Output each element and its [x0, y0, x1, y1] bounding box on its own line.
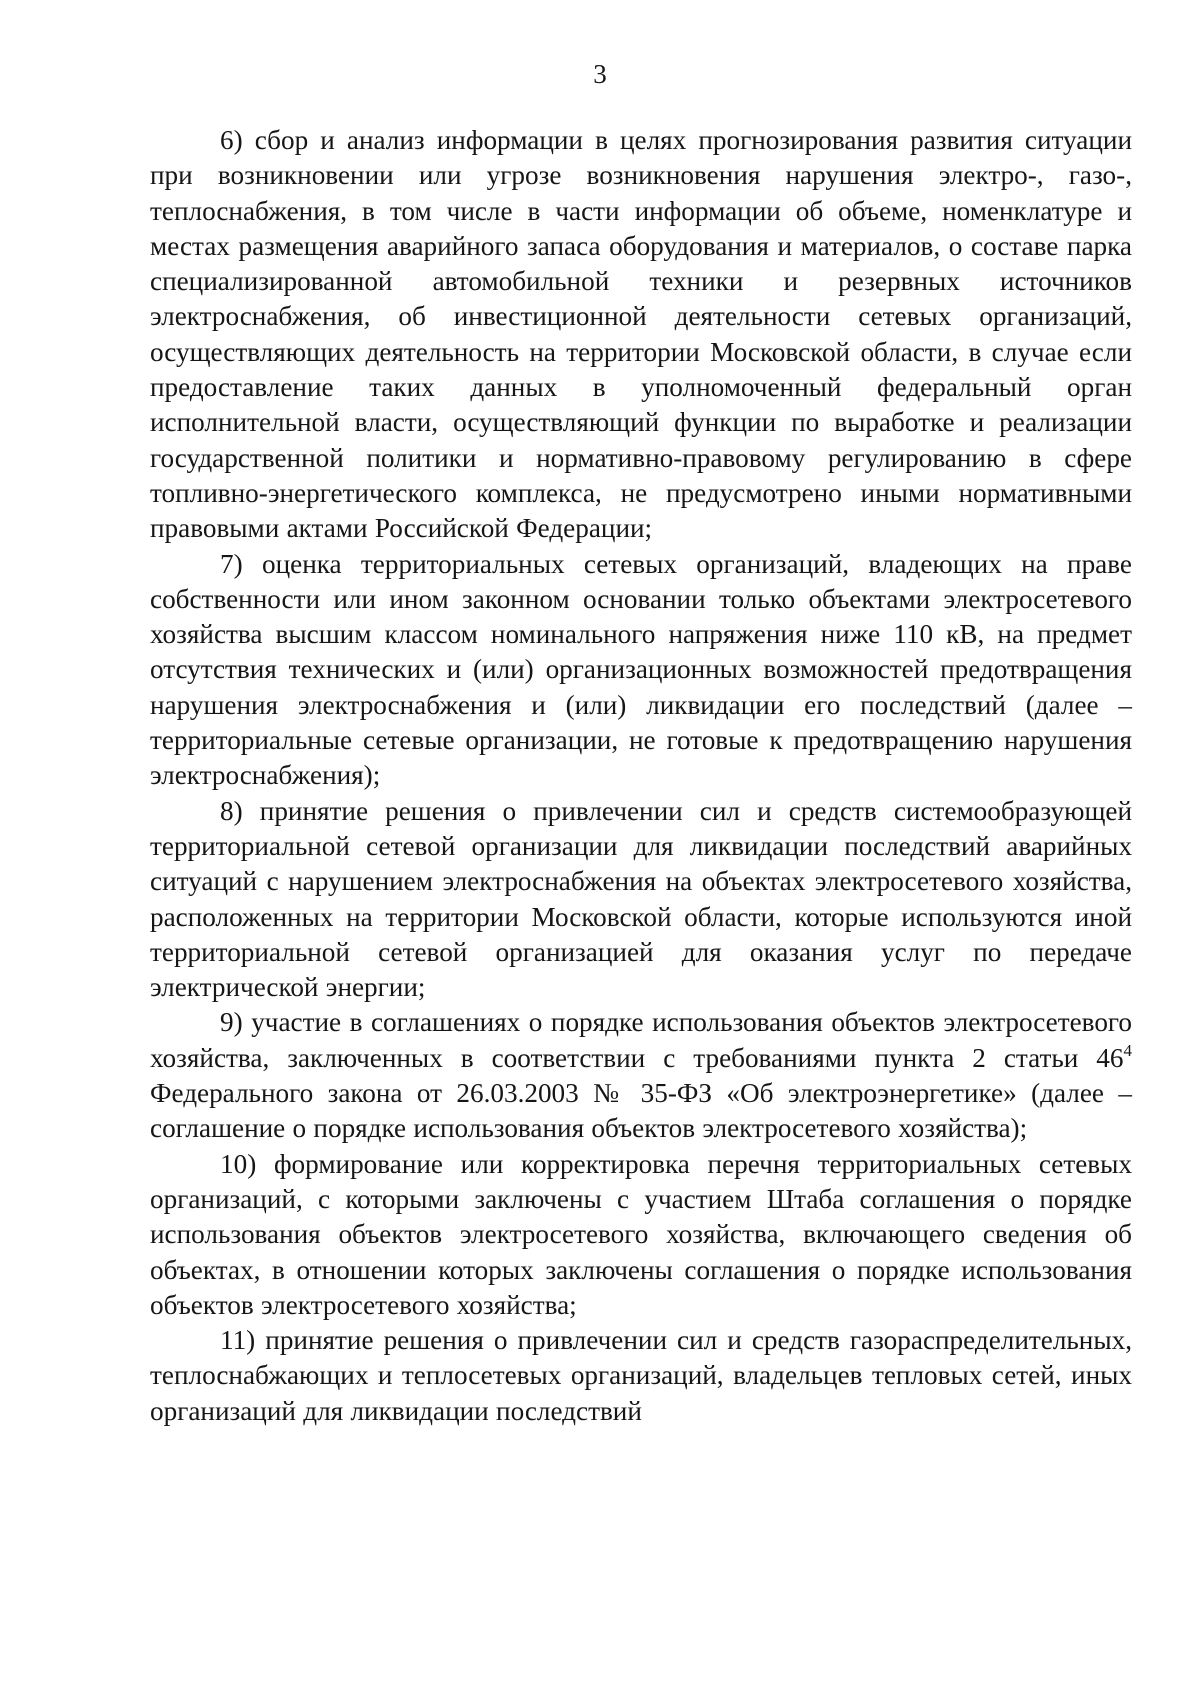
document-body [150, 123, 1132, 1429]
paragraph-10 [150, 1147, 1132, 1323]
paragraph-7 [150, 547, 1132, 794]
paragraph-number: 8) [220, 795, 243, 826]
paragraph-8 [150, 794, 1132, 1006]
page-number: 3 [593, 59, 607, 89]
paragraph-text: формирование или корректировка перечня территориальных сетевых организаций, с которыми заключены с участием Штаба соглашения о порядке использования объектов электросетевого хозяйства, включающего сведения об объектах, в отношении которых заключены соглашения о порядке использования объектов электросетевого хозяйства; [150, 1148, 1132, 1320]
paragraph-text-after: Федерального закона от 26.03.2003 № 35-ФЗ «Об электроэнергетике» (далее – соглашение о порядке использования объектов электросетевого хозяйства); [150, 1078, 1132, 1144]
paragraph-11 [150, 1323, 1132, 1429]
paragraph-text: принятие решения о привлечении сил и средств газораспределительных, теплоснабжающих и теплосетевых организаций, владельцев тепловых сетей, иных организаций для ликвидации последствий [150, 1325, 1132, 1426]
paragraph-number: 7) [220, 548, 243, 579]
paragraph-9 [150, 1005, 1132, 1146]
paragraph-number: 9) [220, 1007, 243, 1038]
paragraph-number: 6) [220, 125, 243, 155]
paragraph-text: оценка территориальных сетевых организаций, владеющих на праве собственности или ином законном основании только объектами электросетевого хозяйства высшим классом номинального напряжения ниже 110 кВ, на предмет отсутствия технических и (или) организационных возможностей предотвращения нарушения электроснабжения и (или) ликвидации его последствий (далее – территориальные сетевые организации, не готовые к предотвращению нарушения электроснабжения); [150, 548, 1132, 791]
paragraph-text: принятие решения о привлечении сил и средств системообразующей территориальной сетевой организации для ликвидации последствий аварийных ситуаций с нарушением электроснабжения на объектах электросетевого хозяйства, расположенных на территории Московской области, которые используются иной территориальной сетевой организацией для оказания услуг по передаче электрической энергии; [150, 795, 1132, 1003]
paragraph-number: 10) [220, 1148, 257, 1179]
superscript: 4 [1123, 1040, 1132, 1060]
paragraph-6 [150, 123, 1132, 547]
paragraph-text: сбор и анализ информации в целях прогнозирования развития ситуации при возникновении или угрозе возникновения нарушения электро-, газо-, теплоснабжения, в том числе в части информации об объеме, номенклатуре и местах размещения аварийного запаса оборудования и материалов, о составе парка специализированной автомобильной техники и резервных источников электроснабжения, об инвестиционной деятельности сетевых организаций, осуществляющих деятельность на территории Московской области, в случае если предоставление таких данных в уполномоченный федеральный орган исполнительной власти, осуществляющий функции по выработке и реализации государственной политики и нормативно-правовому регулированию в сфере топливно-энергетического комплекса, не предусмотрено иными нормативными правовыми актами Российской Федерации; [150, 125, 1132, 544]
paragraph-text-before: участие в соглашениях о порядке использования объектов электросетевого хозяйства, заключенных в соответствии с требованиями пункта 2 статьи 46 [150, 1007, 1132, 1073]
paragraph-number: 11) [220, 1325, 256, 1356]
